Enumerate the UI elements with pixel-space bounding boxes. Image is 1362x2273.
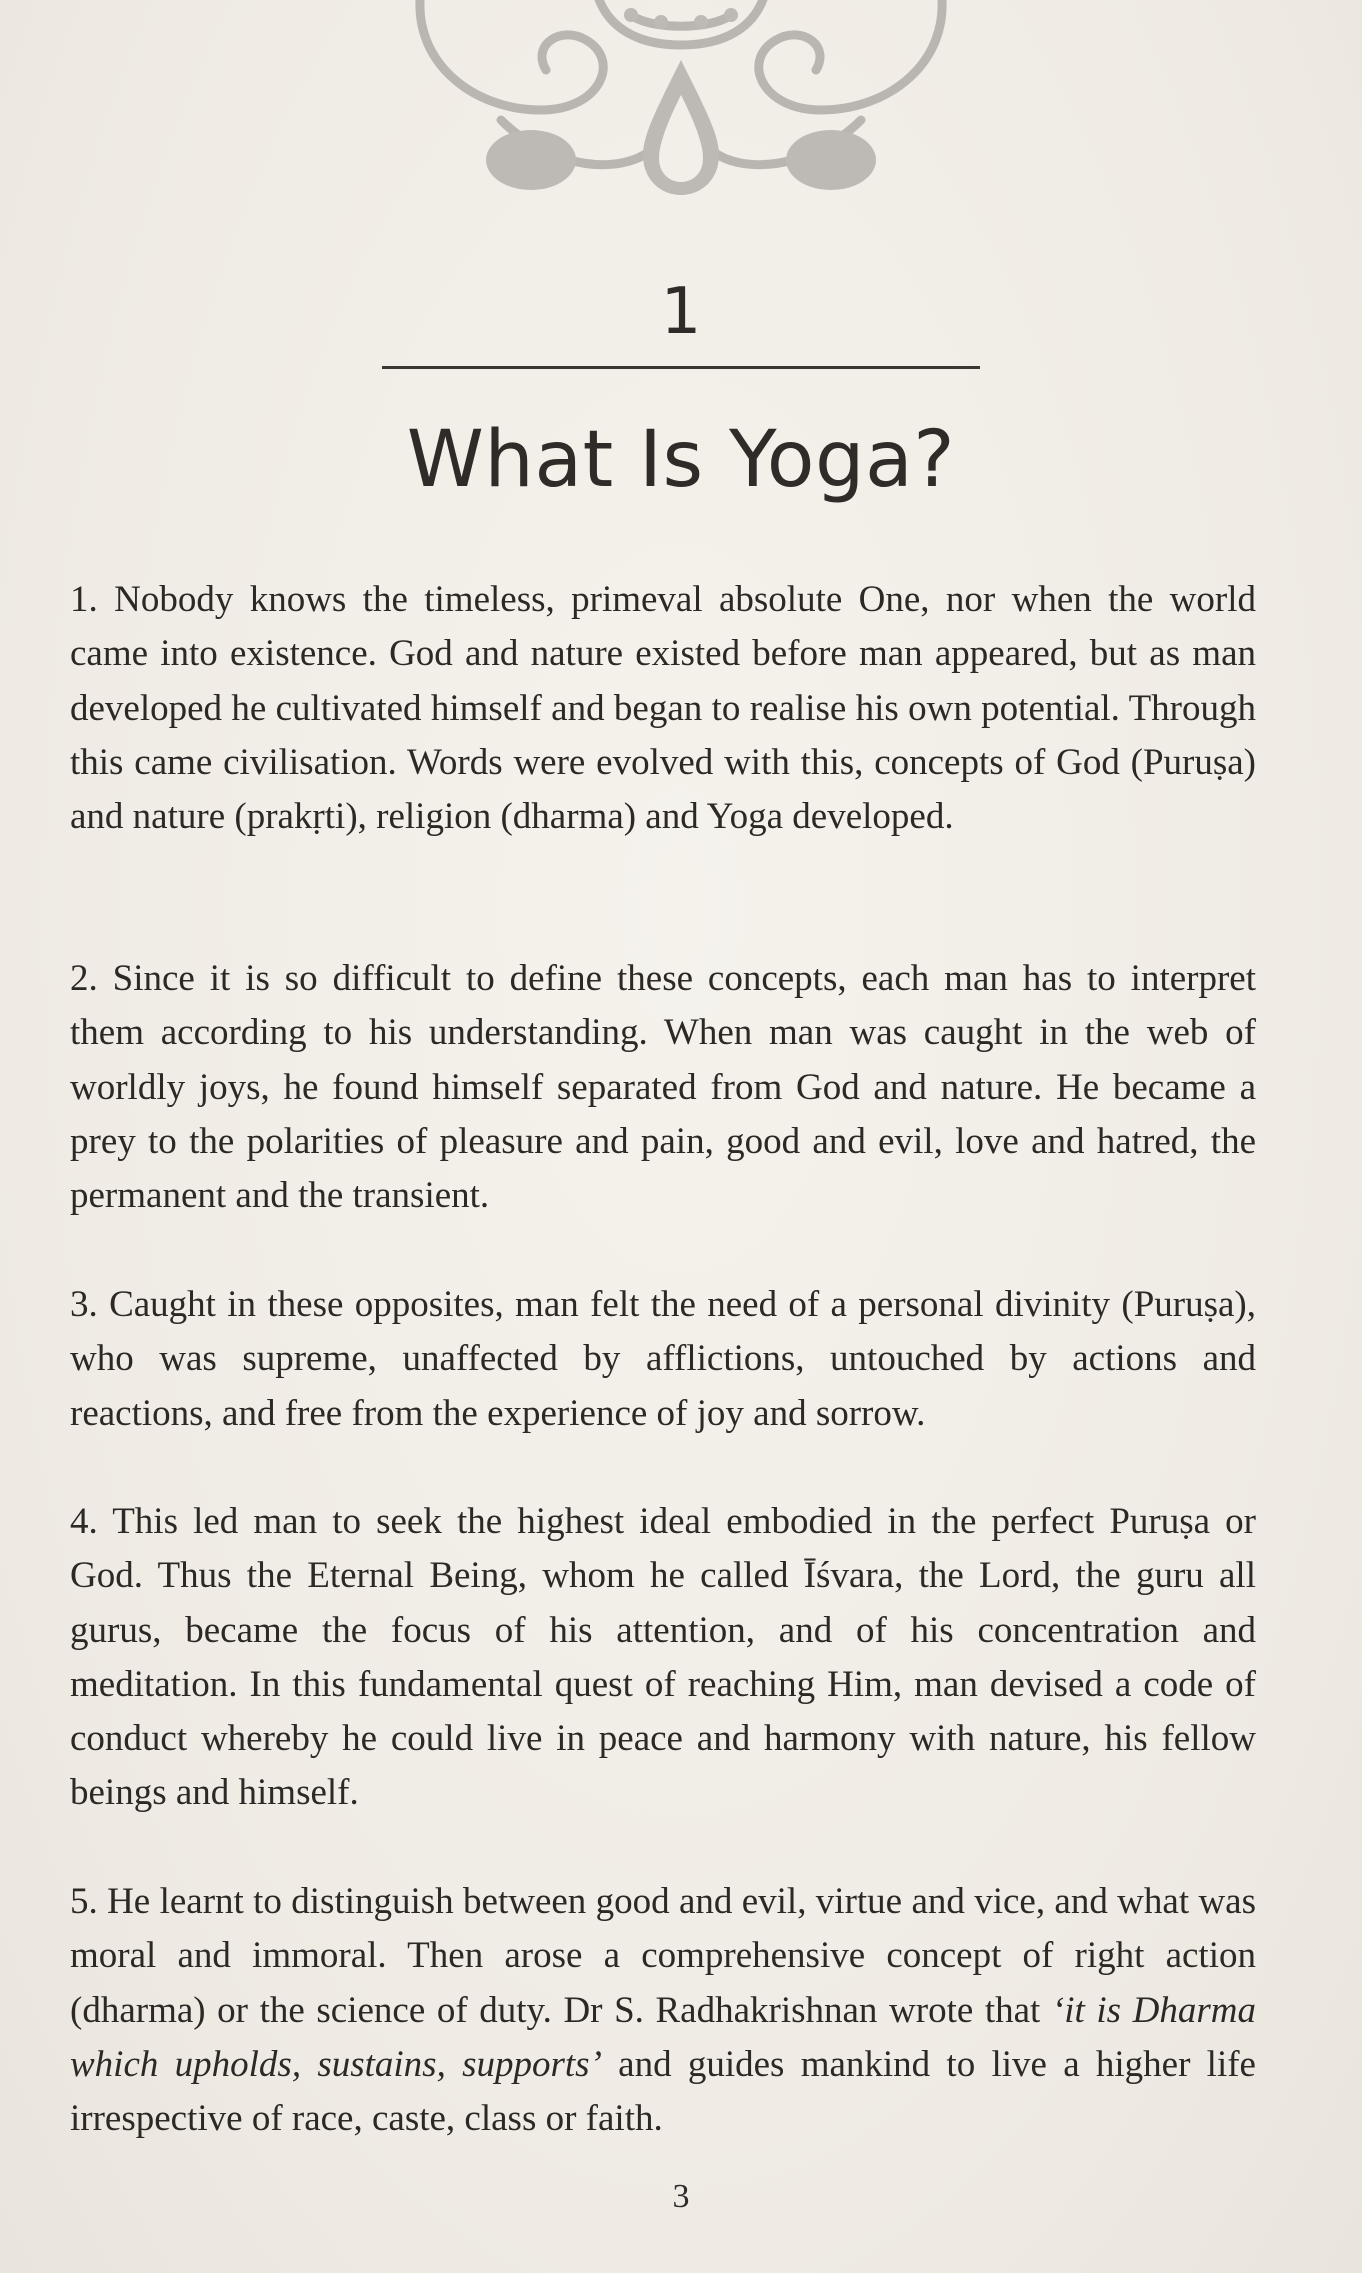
chapter-ornament bbox=[381, 0, 981, 200]
chapter-title: What Is Yoga? bbox=[406, 415, 956, 505]
paragraph-3: 3. Caught in these opposites, man felt the need of a personal divinity (Puruṣa), who was supreme, unaffected by afflictions, untouched by actions and reactions, and free from the experience of joy and sorrow. bbox=[70, 1284, 1256, 1434]
page-number: 3 bbox=[672, 2178, 690, 2215]
paragraph-5-quote: ‘it is Dharma which upholds, sustains, supports’ bbox=[70, 1989, 1256, 2085]
chapter-number: 1 bbox=[660, 275, 702, 349]
paragraph-4: 4. This led man to seek the highest ideal embodied in the perfect Puruṣa or God. Thus the Eternal Being, whom he called Īśvara, the Lord, the guru all gurus, became the focus of his attention, and of his concentration and meditation. In this fundamental quest of reaching Him, man devised a code of conduct whereby he could live in peace and harmony with nature, his fellow beings and himself. bbox=[70, 1501, 1256, 1814]
paragraph-2: 2. Since it is so difficult to define these concepts, each man has to interpret them according to his understanding. When man was caught in the web of worldly joys, he found himself separated from God and nature. He became a prey to the polarities of pleasure and pain, good and evil, love and hatred, the permanent and the transient. bbox=[70, 958, 1256, 1217]
paragraph-5-text-after: and guides mankind to live a higher life irrespective of race, caste, class or faith. bbox=[70, 2043, 1256, 2140]
paragraph-5 bbox=[70, 1875, 1256, 2146]
paragraph-1: 1. Nobody knows the timeless, primeval absolute One, nor when the world came into existence. God and nature existed before man appeared, but as man developed he cultivated himself and began to realise his own potential. Through this came civilisation. Words were evolved with this, concepts of God (Puruṣa) and nature (prakṛti), religion (dharma) and Yoga developed. bbox=[70, 579, 1256, 838]
chapter-divider bbox=[382, 366, 980, 369]
paragraph-5-text-before: 5. He learnt to distinguish between good and evil, virtue and vice, and what was moral and immoral. Then arose a comprehensive concept of right action (dharma) or the science of duty. Dr S. Radhakrishnan wrote that bbox=[70, 1881, 1256, 2031]
